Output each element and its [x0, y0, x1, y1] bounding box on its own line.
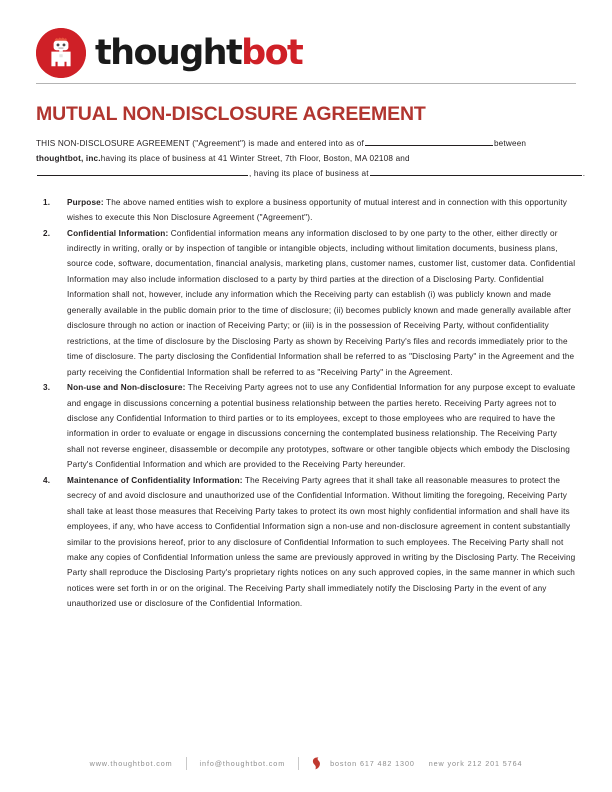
- clause-item: [36, 226, 576, 381]
- counterparty-address-blank-field[interactable]: [370, 167, 582, 176]
- clause-text: The Receiving Party agrees not to use any Confidential Information for any purpose except to evaluate and engage in discussions concerning a potential business relationship between the parties hereto. Receiving Party agrees not to disclose any Confidential Information to third parties or to its employees, except to those employees who are required to have the information in order to evaluate or engage in discussions concerning the contemplated business relationship. The Receiving Party shall not reverse engineer, disassemble or decompile any prototypes, software or other tangible objects which embody the Disclosing Party's Confidential Information and which are provided to the Receiving Party hereunder.: [67, 383, 576, 470]
- intro-text-3-end: .: [582, 169, 586, 179]
- clause-heading: Purpose:: [67, 197, 104, 207]
- clause-item: [36, 195, 576, 226]
- footer-phone-list: [330, 759, 522, 768]
- document-body: [36, 136, 586, 612]
- clause-item: [36, 473, 576, 612]
- intro-line-1: [36, 136, 576, 151]
- footer-email[interactable]: info@thoughtbot.com: [199, 759, 286, 768]
- intro-text-1a: THIS NON-DISCLOSURE AGREEMENT ("Agreement") is made and entered into as of: [36, 139, 364, 148]
- footer-phone-boston: boston 617 482 1300: [330, 759, 415, 768]
- intro-text-2: having its place of business at 41 Winter Street, 7th Floor, Boston, MA 02108 and: [100, 154, 410, 164]
- clause-heading: Maintenance of Confidentiality Information:: [67, 475, 243, 485]
- brand-word-thought: thought: [95, 32, 242, 73]
- footer-phone-newyork: new york 212 201 5764: [428, 759, 523, 768]
- clause-text: Confidential information means any information disclosed to by one party to the other, either directly or indirectly in writing, orally or by inspection of tangible or intangible objects, including without limitation documents, business plans, source code, software, documentation, financial analysis, marketing plans, customer names, customer list, customer data. Confidential Information may also include information disclosed to a party by third parties at the direction of a Disclosing Party. Confidential Information shall not, however, include any information which the Receiving party can establish (i) was publicly known and made generally available in the public domain prior to the time of disclosure; (ii) becomes publicly known and made generally available after disclosure through no action or inaction of Receiving Party; or (iii) is in the possession of Receiving Party, without confidentiality restrictions, at the time of disclosure by the Disclosing Party as shown by Receiving Party's files and records immediately prior to the time of disclosure. The party disclosing the Confidential Information shall be referred to as "Disclosing Party" in the Agreement and the party receiving the Confidential Information shall be referred to as "Receiving Party" in the Agreement.: [67, 228, 576, 377]
- brand-logo: [36, 28, 302, 78]
- intro-text-1b: between: [493, 139, 527, 148]
- brand-word-bot: bot: [241, 32, 303, 73]
- intro-paragraph: [36, 136, 586, 182]
- intro-line-2: [36, 151, 576, 166]
- clause-text: The Receiving Party agrees that it shall take all reasonable measures to protect the secrecy of and avoid disclosure and unauthorized use of the Confidential Information. Without limiting the foregoing, Receiving Party shall take at least those measures that Receiving Party takes to protect its own most highly confidential information and shall have its employees, if any, who have access to Confidential Information sign a non-use and non-disclosure agreement in content substantially similar to the provisions hereof, prior to any disclosure of Confidential Information to such employees. The Receiving Party shall not make any copies of Confidential Information unless the same are previously approved in writing by the Disclosing Party. The Receiving Party shall reproduce the Disclosing Party's proprietary rights notices on any such approved copies, in the same manner in which such notices were set forth in or on the original. The Receiving Party shall immediately notify the Disclosing Party in the event of any unauthorized use or disclosure of the Confidential Information.: [67, 475, 576, 609]
- page-header: [36, 24, 576, 82]
- clause-list: [36, 195, 576, 612]
- intro-line-3: [36, 166, 586, 181]
- date-blank-field[interactable]: [365, 137, 493, 146]
- document-title: MUTUAL NON-DISCLOSURE AGREEMENT: [36, 103, 426, 125]
- clause-heading: Confidential Information:: [67, 228, 169, 238]
- clause-text: The above named entities wish to explore a business opportunity of mutual interest and in connection with this opportunity wishes to execute this Non Disclosure Agreement ("Agreement").: [67, 197, 568, 223]
- page-footer: [36, 757, 576, 770]
- clause-heading: Non-use and Non-disclosure:: [67, 383, 186, 393]
- clause-item: [36, 380, 576, 473]
- counterparty-name-blank-field[interactable]: [37, 167, 248, 176]
- thoughtbot-robot-logo-icon: [36, 28, 86, 78]
- footer-phone-group: [299, 757, 535, 770]
- intro-text-3: , having its place of business at: [249, 169, 369, 179]
- phone-handset-icon: [312, 757, 321, 770]
- brand-wordmark: [95, 32, 303, 73]
- header-divider: [36, 83, 576, 84]
- company-name: thoughtbot, inc.: [36, 154, 101, 164]
- footer-website[interactable]: www.thoughtbot.com: [89, 759, 173, 768]
